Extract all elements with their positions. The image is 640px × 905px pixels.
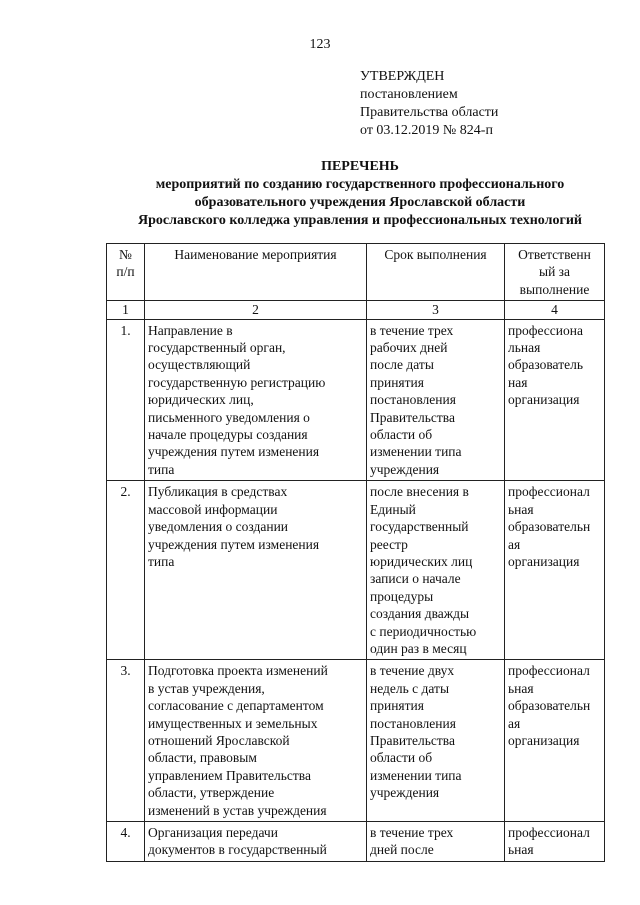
table-row	[107, 319, 605, 481]
document-title	[100, 158, 620, 230]
row-responsible: профессионал ьная образовательн ая организация	[505, 660, 605, 822]
row-responsible: профессионал ьная	[505, 822, 605, 862]
column-index-4: 4	[505, 301, 605, 319]
row-deadline: после внесения в Единый государственный реестр юридических лиц записи о начале процедуры создания дважды с периодичностью один раз в месяц	[367, 481, 505, 660]
row-deadline: в течение трех дней после	[367, 822, 505, 862]
table-row	[107, 481, 605, 660]
measures-table	[106, 243, 605, 862]
approval-line-1: УТВЕРЖДЕН	[360, 69, 445, 84]
row-number: 3.	[107, 660, 145, 822]
row-number: 1.	[107, 319, 145, 481]
approval-line-2: постановлением	[360, 87, 458, 102]
header-num: № п/п	[107, 244, 145, 301]
table-row	[107, 822, 605, 862]
title-line-2: образовательного учреждения Ярославской области	[194, 195, 526, 210]
row-measure-name: Публикация в средствах массовой информации уведомления о создании учреждения путем изменения типа	[145, 481, 367, 660]
row-deadline: в течение трех рабочих дней после даты принятия постановления Правительства области об изменении типа учреждения	[367, 319, 505, 481]
row-responsible: профессиона льная образователь ная организация	[505, 319, 605, 481]
column-index-3: 3	[367, 301, 505, 319]
column-index-row	[107, 301, 605, 319]
row-measure-name: Направление в государственный орган, осуществляющий государственную регистрацию юридических лиц, письменного уведомления о начале процедуры создания учреждения путем изменения типа	[145, 319, 367, 481]
title-line-3: Ярославского колледжа управления и профессиональных технологий	[138, 213, 582, 228]
column-index-2: 2	[145, 301, 367, 319]
header-responsible: Ответственн ый за выполнение	[505, 244, 605, 301]
row-measure-name: Подготовка проекта изменений в устав учреждения, согласование с департаментом имущественных и земельных отношений Ярославской области, правовым управлением Правительства области, утверждение изменений в устав учреждения	[145, 660, 367, 822]
title-line-1: мероприятий по созданию государственного профессионального	[155, 177, 565, 192]
column-index-1: 1	[107, 301, 145, 319]
row-deadline: в течение двух недель с даты принятия постановления Правительства области об изменении типа учреждения	[367, 660, 505, 822]
title-heading: ПЕРЕЧЕНЬ	[321, 159, 399, 174]
page-number: 123	[309, 37, 331, 52]
table-header-row	[107, 244, 605, 301]
header-name: Наименование мероприятия	[145, 244, 367, 301]
row-number: 2.	[107, 481, 145, 660]
header-deadline: Срок выполнения	[367, 244, 505, 301]
approval-line-3: Правительства области	[360, 105, 499, 120]
row-measure-name: Организация передачи документов в государственный	[145, 822, 367, 862]
approval-stamp	[360, 68, 498, 140]
approval-line-4: от 03.12.2019 № 824-п	[360, 123, 493, 138]
table-row	[107, 660, 605, 822]
row-responsible: профессионал ьная образовательн ая организация	[505, 481, 605, 660]
row-number: 4.	[107, 822, 145, 862]
